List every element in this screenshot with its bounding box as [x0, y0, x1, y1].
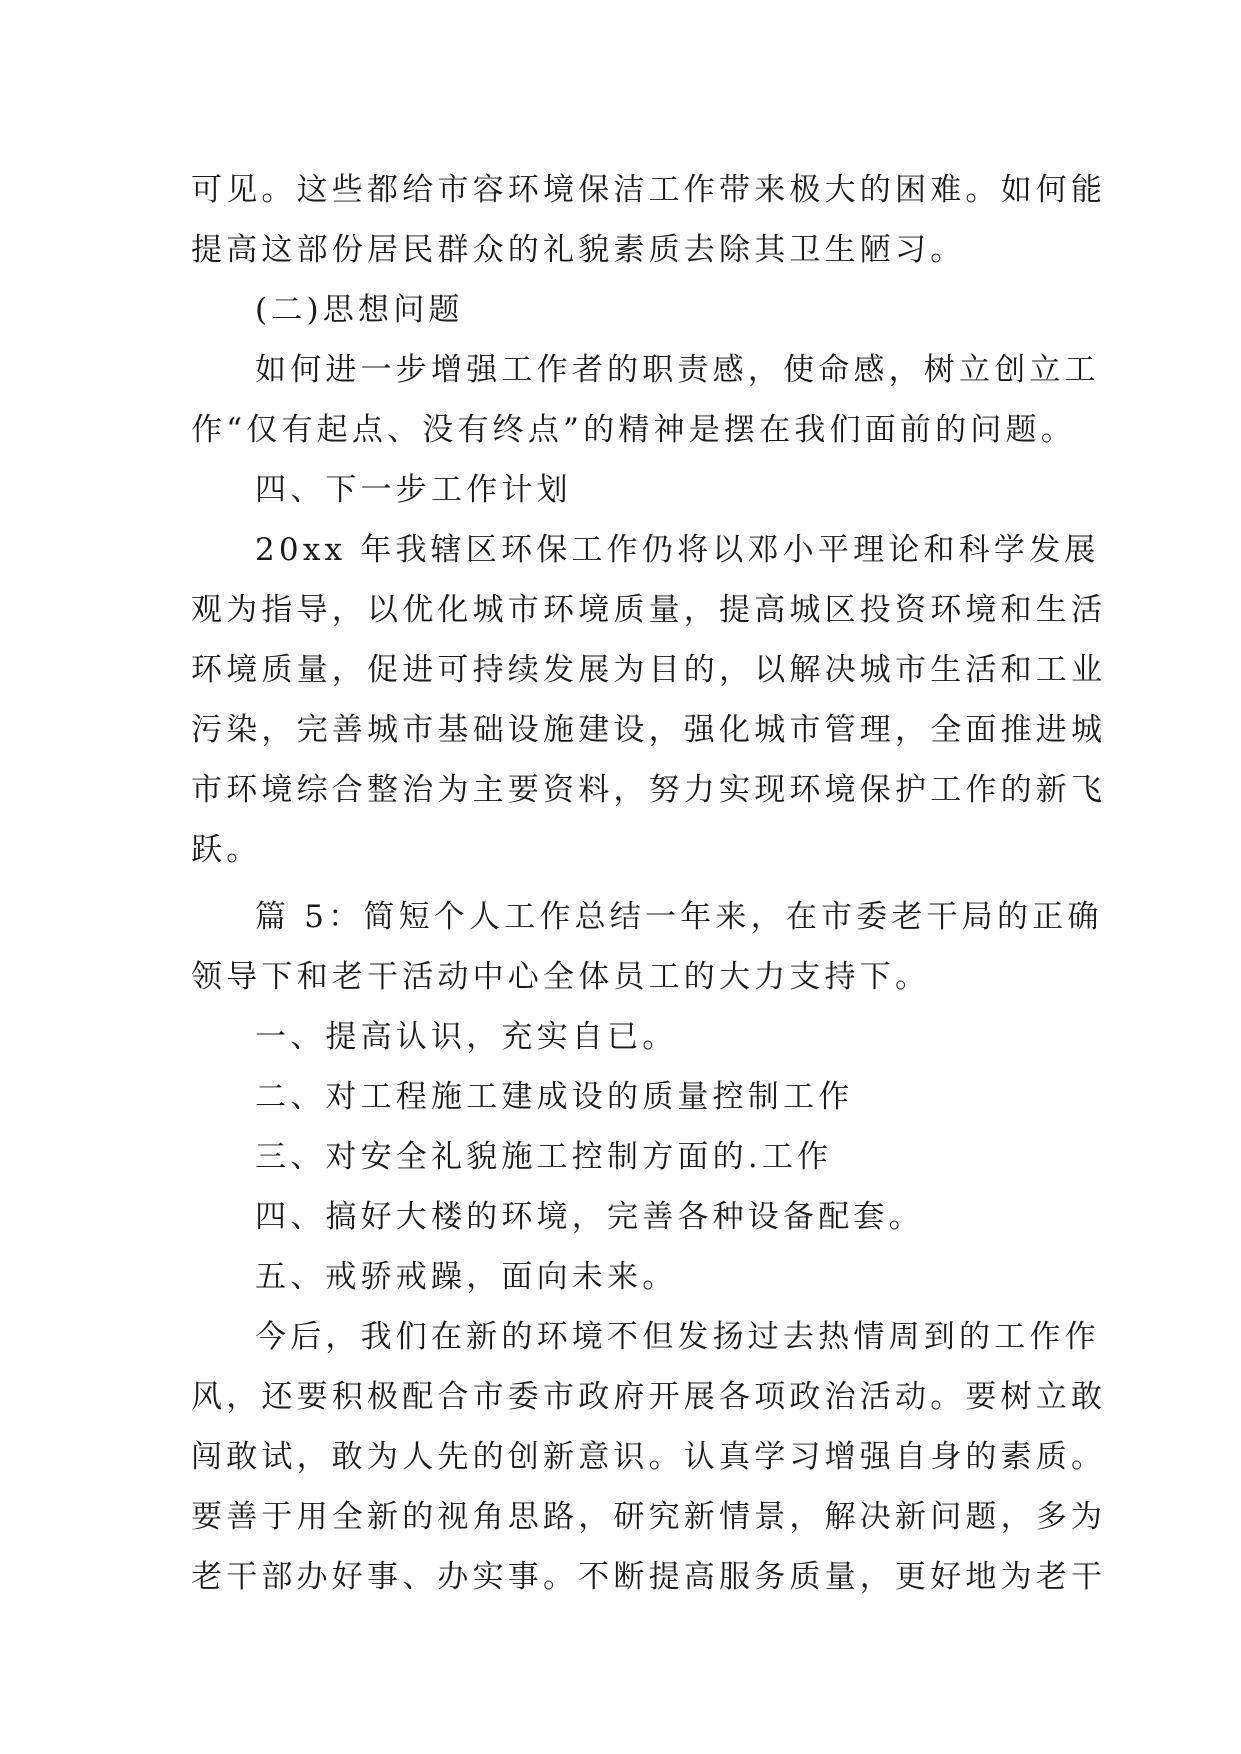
text-line: 提高这部份居民群众的礼貌素质去除其卫生陋习。 — [191, 232, 966, 268]
document-body — [191, 160, 1107, 1607]
text-line: 20xx 年我辖区环保工作仍将以邓小平理论和科学发展 — [255, 532, 1100, 568]
list-item: 三、对安全礼貌施工控制方面的.工作 — [255, 1139, 833, 1175]
text-line: 可见。这些都给市容环境保洁工作带来极大的困难。如何能 — [191, 172, 1107, 208]
text-line: 作“仅有起点、没有终点”的精神是摆在我们面前的问题。 — [191, 412, 1076, 448]
text-line: 污染，完善城市基础设施建设，强化城市管理，全面推进城 — [191, 712, 1107, 748]
section-heading: 四、下一步工作计划 — [255, 472, 572, 508]
text-line: 环境质量，促进可持续发展为目的，以解决城市生活和工业 — [191, 652, 1107, 688]
article-heading: 篇 5：简短个人工作总结一年来，在市委老干局的正确 — [255, 899, 1103, 935]
list-item: 一、提高认识，充实自已。 — [255, 1019, 678, 1055]
text-line: 今后，我们在新的环境不但发扬过去热情周到的工作作 — [255, 1319, 1100, 1355]
list-item: 四、搞好大楼的环境，完善各种设备配套。 — [255, 1199, 924, 1235]
section-heading: (二)思想问题 — [255, 292, 464, 328]
list-item: 五、戒骄戒躁，面向未来。 — [255, 1259, 678, 1295]
text-line: 跃。 — [191, 832, 262, 868]
text-line: 领导下和老干活动中心全体员工的大力支持下。 — [191, 959, 931, 995]
text-line: 要善于用全新的视角思路，研究新情景，解决新问题，多为 — [191, 1499, 1107, 1535]
text-line: 如何进一步增强工作者的职责感，使命感，树立创立工 — [255, 352, 1100, 388]
text-line: 风，还要积极配合市委市政府开展各项政治活动。要树立敢 — [191, 1379, 1107, 1415]
text-line: 观为指导，以优化城市环境质量，提高城区投资环境和生活 — [191, 592, 1107, 628]
text-line: 闯敢试，敢为人先的创新意识。认真学习增强自身的素质。 — [191, 1439, 1107, 1475]
text-line: 市环境综合整治为主要资料，努力实现环境保护工作的新飞 — [191, 772, 1107, 808]
text-line: 老干部办好事、办实事。不断提高服务质量，更好地为老干 — [191, 1559, 1107, 1595]
list-item: 二、对工程施工建成设的质量控制工作 — [255, 1079, 854, 1115]
